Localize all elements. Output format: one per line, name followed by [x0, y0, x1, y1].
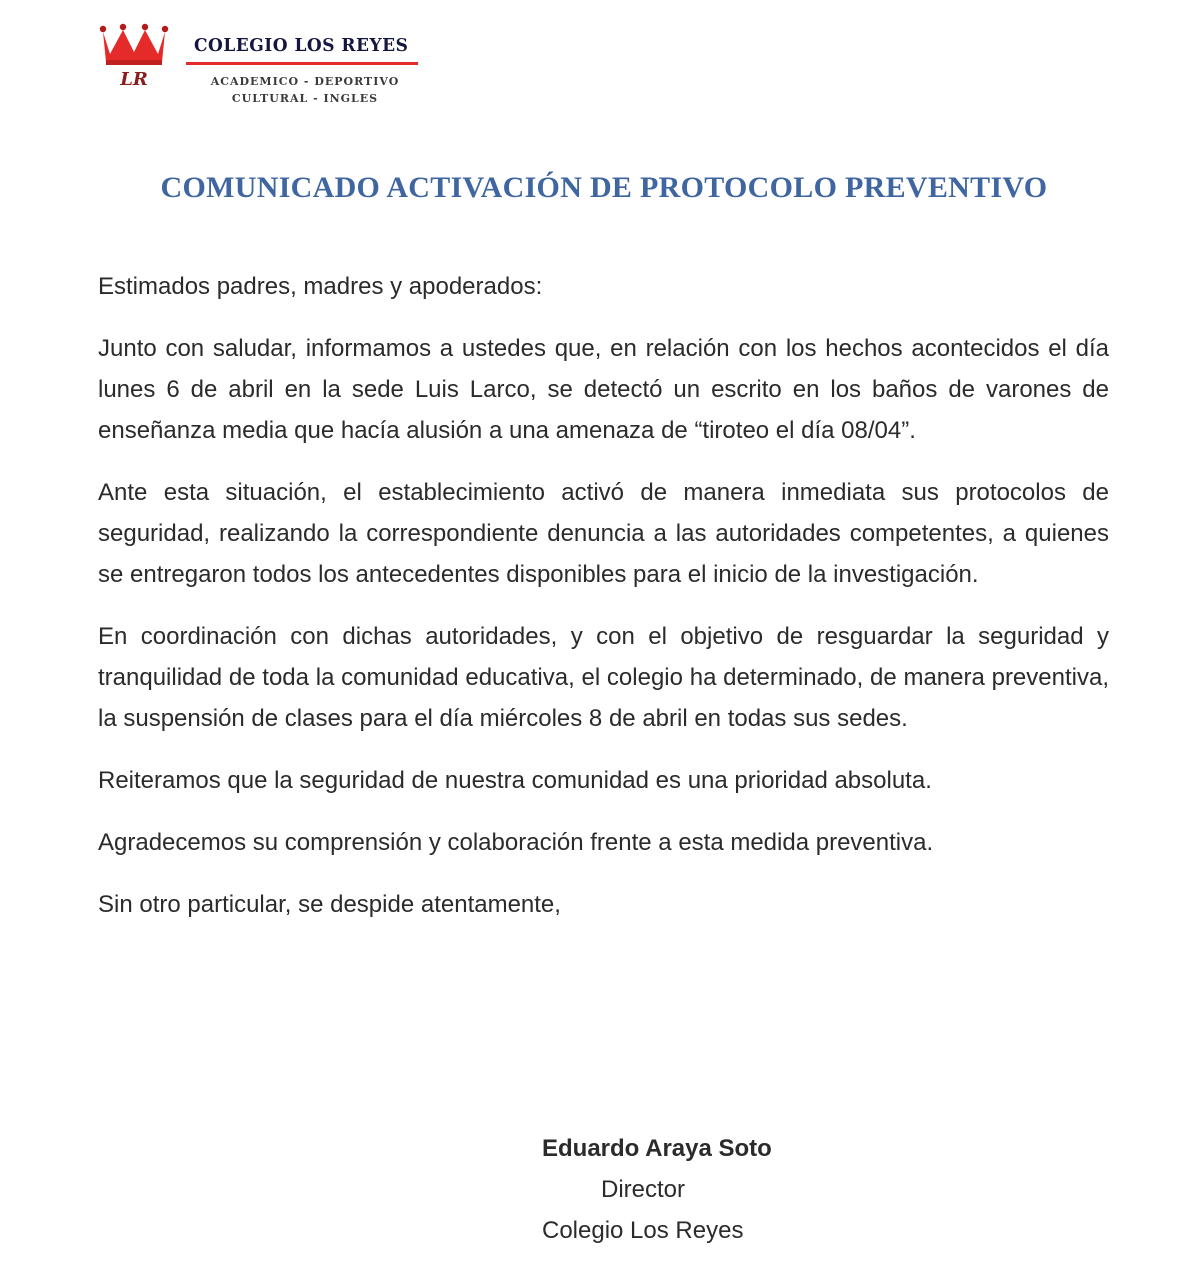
monogram: LR	[120, 69, 148, 90]
header-rule	[186, 62, 418, 65]
signature-block	[542, 1128, 802, 1251]
crown-icon	[98, 22, 170, 92]
paragraph-protocol: Ante esta situación, el establecimiento activó de manera inmediata sus protocolos de seguridad, realizando la correspondiente denuncia a las autoridades competentes, a quienes se entregaron todos los antecedentes disponibles para el inicio de la investigación.	[98, 479, 1109, 588]
signatory-role: Director	[601, 1176, 686, 1203]
letterhead	[98, 22, 428, 112]
paragraph-priority: Reiteramos que la seguridad de nuestra comunidad es una prioridad absoluta.	[98, 767, 932, 794]
tagline-line-1: ACADEMICO - DEPORTIVO	[210, 75, 400, 88]
tagline	[190, 73, 420, 107]
greeting: Estimados padres, madres y apoderados:	[98, 273, 543, 300]
paragraph-incident: Junto con saludar, informamos a ustedes que, en relación con los hechos acontecidos el día lunes 6 de abril en la sede Luis Larco, se detectó un escrito en los baños de varones de enseñanza media que hacía alusión a una amenaza de “tiroteo el día 08/04”.	[98, 335, 1109, 444]
paragraph-thanks: Agradecemos su comprensión y colaboración frente a esta medida preventiva.	[98, 829, 934, 856]
document-title: COMUNICADO ACTIVACIÓN DE PROTOCOLO PREVENTIVO	[160, 171, 1048, 204]
paragraph-closing: Sin otro particular, se despide atentamente,	[98, 891, 561, 918]
tagline-line-2: CULTURAL - INGLES	[231, 92, 379, 105]
school-name: COLEGIO LOS REYES	[194, 35, 409, 57]
signatory-name: Eduardo Araya Soto	[542, 1135, 772, 1162]
paragraph-suspension: En coordinación con dichas autoridades, y con el objetivo de resguardar la seguridad y tranquilidad de toda la comunidad educativa, el colegio ha determinado, de manera preventiva, la suspensión de clases para el día miércoles 8 de abril en todas sus sedes.	[98, 623, 1109, 732]
document-body	[98, 266, 1109, 946]
signatory-organization: Colegio Los Reyes	[542, 1217, 744, 1244]
